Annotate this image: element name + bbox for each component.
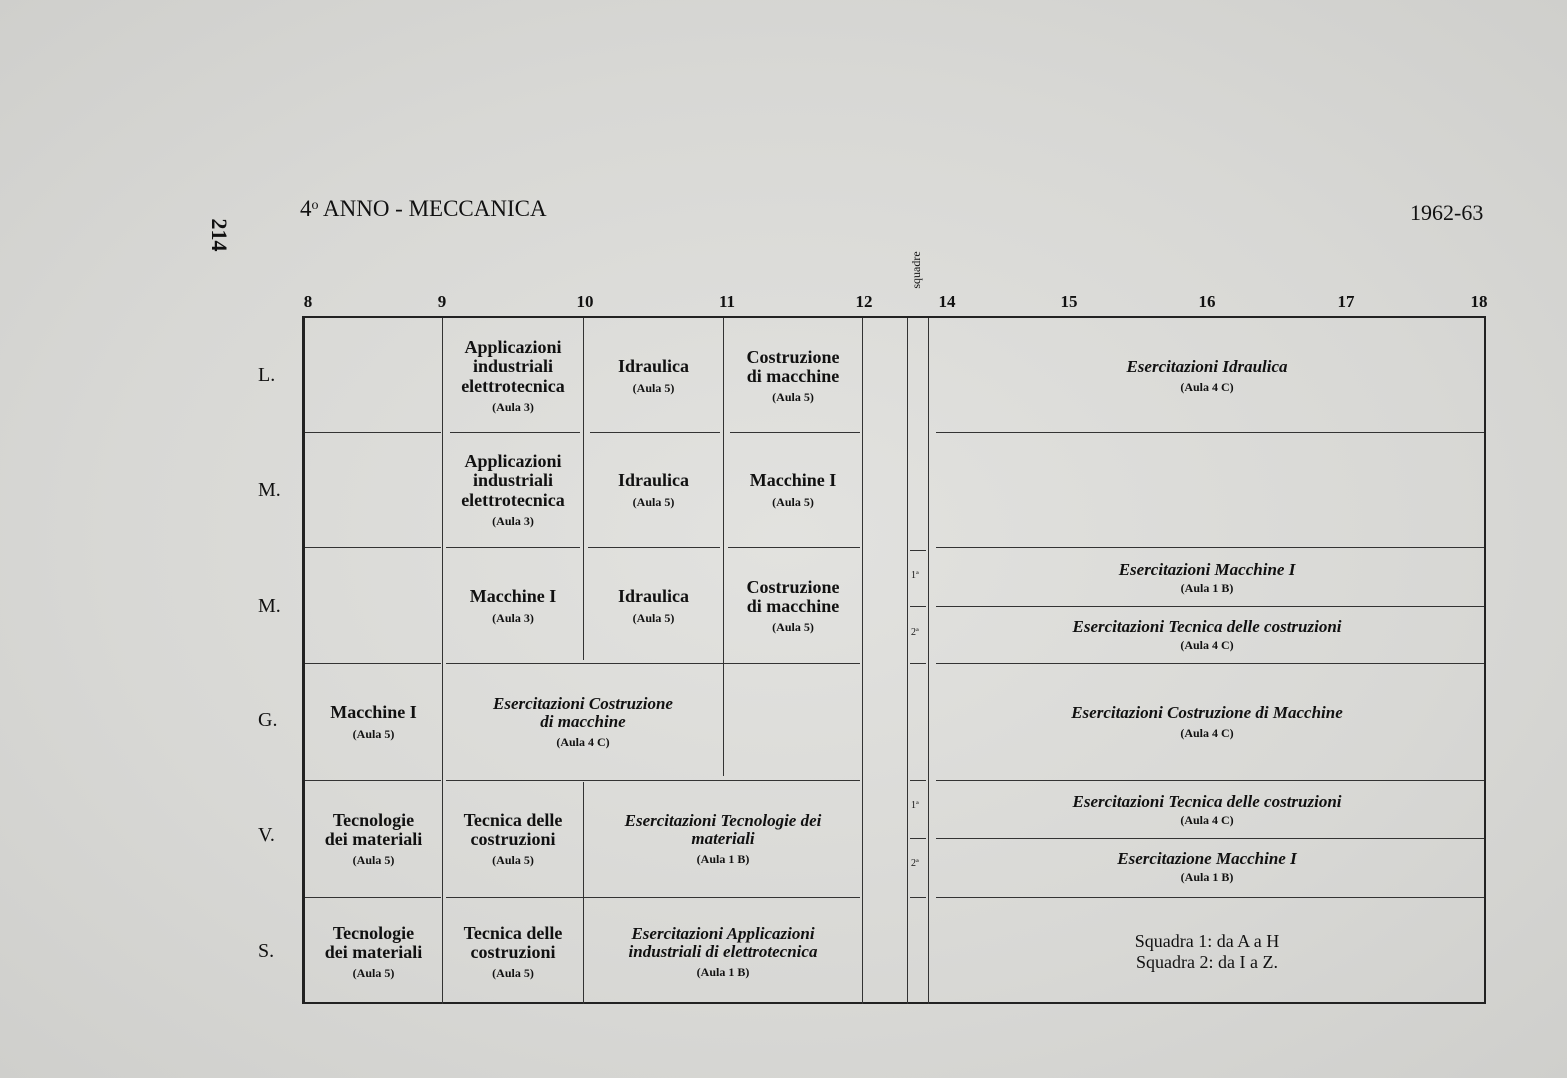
lesson-cell xyxy=(443,322,583,430)
lesson-subject: di macchine xyxy=(746,366,840,387)
lesson-subject: Tecnologie xyxy=(332,922,415,943)
lesson-subject: industriali xyxy=(472,356,554,377)
hour-label: 16 xyxy=(1198,292,1216,311)
lesson-subject: costruzioni xyxy=(470,942,556,963)
afternoon-cell xyxy=(929,552,1485,604)
hour-label: 9 xyxy=(437,292,447,311)
row-divider xyxy=(446,897,860,898)
lesson-cell xyxy=(305,667,442,777)
lesson-room: (Aula 5) xyxy=(352,726,395,741)
lesson-subject: dei materiali xyxy=(324,942,423,963)
lesson-subject: Esercitazioni Applicazioni xyxy=(631,923,815,943)
title-year-number: 4 xyxy=(300,196,312,221)
lesson-subject: Esercitazione Macchine I xyxy=(1117,848,1297,868)
lesson-subject: di macchine xyxy=(746,596,840,617)
page-title xyxy=(300,196,547,222)
day-label: V. xyxy=(258,824,275,846)
squadre-note xyxy=(929,901,1485,1003)
row-divider xyxy=(446,663,860,664)
lesson-room: (Aula 5) xyxy=(352,853,395,868)
lesson-room: (Aula 5) xyxy=(632,494,675,509)
hour-label: 17 xyxy=(1337,292,1355,311)
lesson-cell xyxy=(584,322,723,430)
lesson-subject: Esercitazioni Costruzione xyxy=(493,693,673,713)
hour-label: 10 xyxy=(576,292,594,311)
lesson-subject: costruzioni xyxy=(470,829,556,850)
squadra-2-mark: 2ª xyxy=(911,627,919,638)
lesson-room: (Aula 3) xyxy=(492,514,534,529)
lesson-room: (Aula 3) xyxy=(492,400,534,415)
lesson-cell xyxy=(584,901,862,1003)
squadra-2-mark: 2ª xyxy=(911,858,919,869)
title-ordinal: o xyxy=(311,198,319,213)
lesson-subject: Costruzione xyxy=(746,576,840,597)
lesson-cell xyxy=(443,784,583,894)
row-divider xyxy=(728,547,860,548)
day-label: L. xyxy=(258,364,276,386)
row-divider xyxy=(936,432,1484,433)
hour-label: 11 xyxy=(718,292,736,311)
day-label: G. xyxy=(258,709,278,731)
squadra-note-line: Squadra 2: da I a Z. xyxy=(1136,952,1278,972)
squadra-divider xyxy=(936,838,1484,839)
lesson-cell xyxy=(724,552,862,660)
squadre-tick xyxy=(910,780,926,781)
row-divider xyxy=(936,547,1484,548)
lesson-subject: materiali xyxy=(691,829,755,849)
row-divider xyxy=(305,780,441,781)
row-divider xyxy=(588,547,720,548)
hour-label: 8 xyxy=(303,292,313,311)
lesson-subject: Tecnologie xyxy=(332,809,415,830)
lesson-room: (Aula 1 B) xyxy=(1180,870,1234,885)
squadra-1-mark: 1ª xyxy=(911,800,919,811)
lesson-cell xyxy=(443,436,583,544)
squadra-divider xyxy=(936,606,1484,607)
row-divider xyxy=(936,897,1484,898)
lesson-subject: Applicazioni xyxy=(464,450,562,471)
hour-label: 14 xyxy=(938,292,956,311)
squadre-tick xyxy=(910,897,926,898)
row-divider xyxy=(305,547,441,548)
lesson-subject: Idraulica xyxy=(617,356,689,377)
lesson-room: (Aula 4 C) xyxy=(556,735,610,750)
lesson-cell xyxy=(584,784,862,894)
row-divider xyxy=(730,432,860,433)
lesson-cell xyxy=(724,436,862,544)
squadra-1-mark: 1ª xyxy=(911,570,919,581)
squadra-note-line: Squadra 1: da A a H xyxy=(1134,931,1280,952)
lesson-subject: dei materiali xyxy=(324,829,423,850)
lesson-cell xyxy=(443,552,583,660)
row-divider xyxy=(450,432,580,433)
lesson-subject: Esercitazioni Tecnologie dei xyxy=(624,810,822,830)
lesson-room: (Aula 4 C) xyxy=(1180,813,1234,828)
day-label: S. xyxy=(258,940,275,962)
lesson-room: (Aula 1 B) xyxy=(696,965,750,980)
afternoon-cell xyxy=(929,322,1485,430)
lesson-subject: Esercitazioni Idraulica xyxy=(1126,356,1288,376)
lesson-subject: Esercitazioni Tecnica delle costruzioni xyxy=(1072,616,1342,636)
row-divider xyxy=(305,663,441,664)
lesson-subject: elettrotecnica xyxy=(461,489,565,510)
lesson-subject: Tecnica delle xyxy=(463,922,563,943)
lesson-cell xyxy=(305,784,442,894)
lesson-room: (Aula 1 B) xyxy=(1180,581,1234,596)
row-divider xyxy=(446,780,860,781)
day-label: M. xyxy=(258,479,281,501)
row-divider xyxy=(936,663,1484,664)
lesson-cell xyxy=(584,552,723,660)
lesson-room: (Aula 5) xyxy=(632,380,675,395)
hour-label: 12 xyxy=(855,292,873,311)
page-number: 214 xyxy=(207,218,232,252)
row-divider xyxy=(305,432,441,433)
lesson-subject: di macchine xyxy=(540,712,626,732)
afternoon-cell xyxy=(929,841,1485,893)
hour-label: 18 xyxy=(1470,292,1488,311)
lesson-subject: Applicazioni xyxy=(464,336,562,357)
squadre-tick xyxy=(910,606,926,607)
lesson-subject: Macchine I xyxy=(469,586,557,607)
row-divider xyxy=(590,432,720,433)
lesson-subject: industriali di elettrotecnica xyxy=(628,942,818,962)
lesson-subject: Macchine I xyxy=(749,470,837,491)
lesson-subject: Esercitazioni Tecnica delle costruzioni xyxy=(1072,791,1342,811)
lesson-cell xyxy=(724,322,862,430)
lesson-room: (Aula 5) xyxy=(632,610,675,625)
lesson-room: (Aula 5) xyxy=(772,390,814,405)
lesson-cell xyxy=(443,667,723,777)
lesson-subject: Idraulica xyxy=(617,470,689,491)
hour-label: 15 xyxy=(1060,292,1078,311)
squadre-tick xyxy=(910,550,926,551)
lesson-room: (Aula 5) xyxy=(352,966,395,981)
lesson-cell xyxy=(305,901,442,1003)
squadre-tick xyxy=(910,663,926,664)
lesson-room: (Aula 3) xyxy=(492,610,534,625)
lesson-room: (Aula 5) xyxy=(492,966,534,981)
lesson-subject: Tecnica delle xyxy=(463,809,563,830)
lesson-subject: Idraulica xyxy=(617,586,689,607)
lesson-cell xyxy=(443,901,583,1003)
lesson-room: (Aula 5) xyxy=(492,853,534,868)
lesson-room: (Aula 5) xyxy=(772,620,814,635)
lesson-subject: Esercitazioni Macchine I xyxy=(1118,559,1296,579)
lesson-subject: industriali xyxy=(472,470,554,491)
column-divider xyxy=(862,318,863,1004)
lesson-subject: Macchine I xyxy=(330,702,417,723)
academic-year: 1962-63 xyxy=(1410,200,1484,225)
lesson-room: (Aula 4 C) xyxy=(1180,380,1234,395)
squadre-divider xyxy=(907,318,908,1004)
lesson-cell xyxy=(584,436,723,544)
lesson-subject: Esercitazioni Costruzione di Macchine xyxy=(1071,702,1343,722)
squadre-tick xyxy=(910,838,926,839)
afternoon-cell xyxy=(929,784,1485,836)
day-label: M. xyxy=(258,595,281,617)
lesson-room: (Aula 1 B) xyxy=(696,852,750,867)
row-divider xyxy=(936,780,1484,781)
lesson-room: (Aula 4 C) xyxy=(1180,726,1234,741)
title-text: ANNO - MECCANICA xyxy=(322,196,547,221)
afternoon-cell xyxy=(929,667,1485,777)
lesson-subject: Costruzione xyxy=(746,346,840,367)
row-divider xyxy=(305,897,441,898)
row-divider xyxy=(446,547,580,548)
afternoon-cell xyxy=(929,609,1485,661)
lesson-room: (Aula 4 C) xyxy=(1180,638,1234,653)
lesson-subject: elettrotecnica xyxy=(461,375,565,396)
squadre-column-label: squadre xyxy=(908,251,923,289)
lesson-room: (Aula 5) xyxy=(772,494,814,509)
